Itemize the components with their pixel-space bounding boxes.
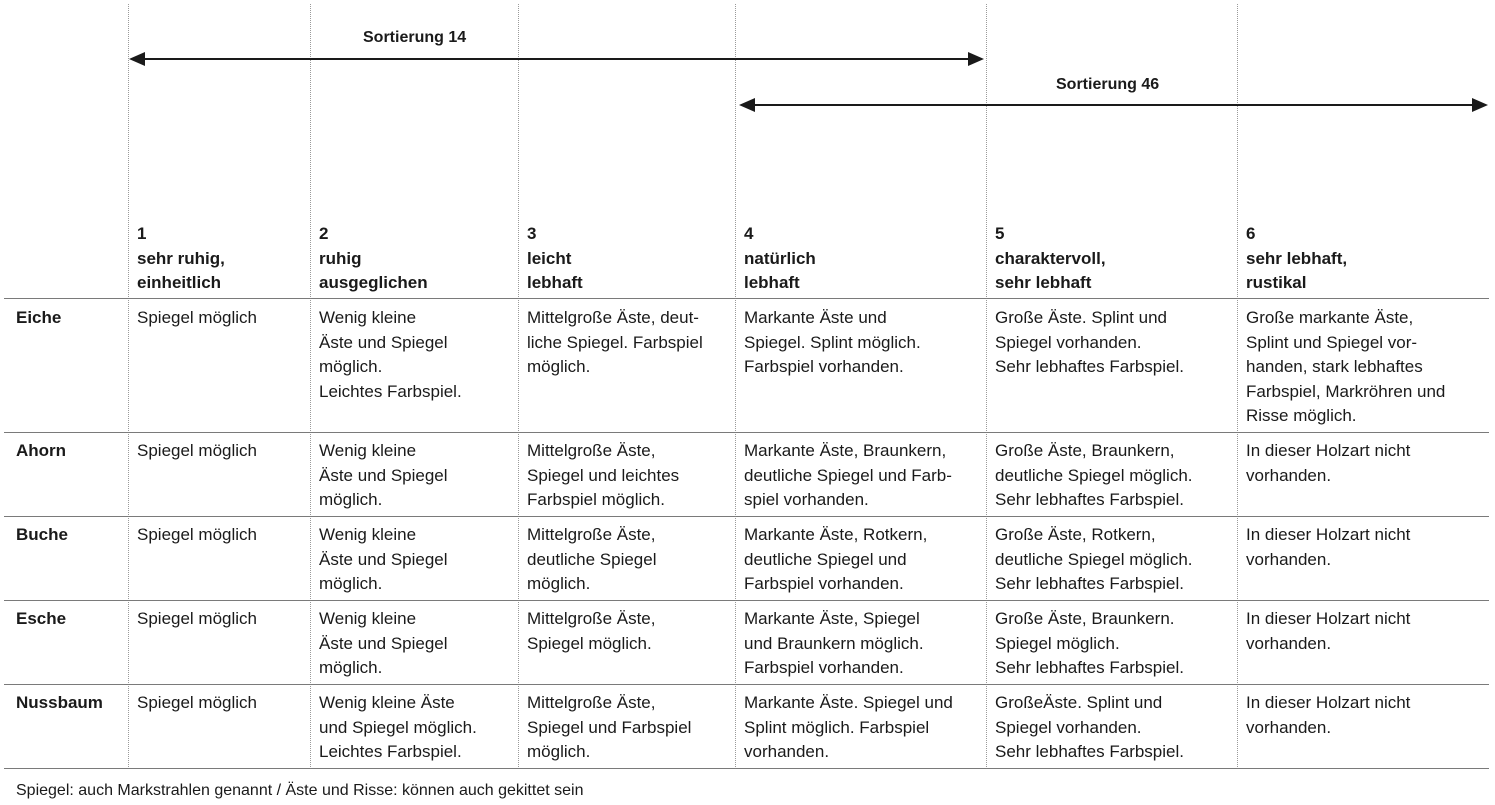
row-divider [4, 432, 1489, 433]
double-arrow-icon [129, 52, 984, 66]
grade-header-3: 3 leicht lebhaft [527, 224, 583, 292]
column-divider [986, 4, 987, 769]
row-divider [4, 516, 1489, 517]
wood-label-nussbaum: Nussbaum [16, 693, 103, 712]
table-cell: Spiegel möglich [137, 525, 258, 544]
table-cell: Spiegel möglich [137, 308, 258, 327]
table-cell: Große Äste, Rotkern, deutliche Spiegel möglich. Sehr lebhaftes Farbspiel. [995, 525, 1193, 593]
table-cell: In dieser Holzart nicht vorhanden. [1246, 441, 1411, 485]
table-cell: Markante Äste, Braunkern, deutliche Spiegel und Farb- spiel vorhanden. [744, 441, 952, 509]
table-cell: Wenig kleine Äste und Spiegel möglich. Leichtes Farbspiel. [319, 693, 477, 761]
wood-label-ahorn: Ahorn [16, 441, 67, 460]
grade-header-6: 6 sehr lebhaft, rustikal [1246, 224, 1348, 292]
grade-header-5: 5 charaktervoll, sehr lebhaft [995, 224, 1106, 292]
row-divider [4, 600, 1489, 601]
table-cell: In dieser Holzart nicht vorhanden. [1246, 609, 1411, 653]
table-cell: Große Äste. Splint und Spiegel vorhanden. Sehr lebhaftes Farbspiel. [995, 308, 1184, 376]
grade-header-4: 4 natürlich lebhaft [744, 224, 816, 292]
table-cell: Große markante Äste, Splint und Spiegel vor- handen, stark lebhaftes Farbspiel, Markröhren und Risse möglich. [1246, 308, 1446, 425]
table-cell: Spiegel möglich [137, 693, 258, 712]
column-divider [518, 4, 519, 769]
table-cell: Mittelgroße Äste, Spiegel möglich. [527, 609, 656, 653]
table-cell: Mittelgroße Äste, deut- liche Spiegel. Farbspiel möglich. [527, 308, 703, 376]
table-cell: GroßeÄste. Splint und Spiegel vorhanden. Sehr lebhaftes Farbspiel. [995, 693, 1184, 761]
table-cell: Große Äste, Braunkern, deutliche Spiegel möglich. Sehr lebhaftes Farbspiel. [995, 441, 1193, 509]
table-cell: Mittelgroße Äste, deutliche Spiegel möglich. [527, 525, 657, 593]
wood-label-buche: Buche [16, 525, 68, 544]
grade-header-2: 2 ruhig ausgeglichen [319, 224, 428, 292]
column-divider [128, 4, 129, 769]
table-cell: Spiegel möglich [137, 609, 258, 628]
table-cell: Wenig kleine Äste und Spiegel möglich. [319, 609, 448, 677]
range-label-sortierung-46: Sortierung 46 [1056, 76, 1160, 93]
table-cell: Spiegel möglich [137, 441, 258, 460]
table-cell: Mittelgroße Äste, Spiegel und Farbspiel möglich. [527, 693, 692, 761]
table-cell: In dieser Holzart nicht vorhanden. [1246, 693, 1411, 737]
table-cell: Mittelgroße Äste, Spiegel und leichtes Farbspiel möglich. [527, 441, 680, 509]
table-cell: Große Äste, Braunkern. Spiegel möglich. Sehr lebhaftes Farbspiel. [995, 609, 1184, 677]
table-cell: Markante Äste, Spiegel und Braunkern möglich. Farbspiel vorhanden. [744, 609, 924, 677]
wood-label-esche: Esche [16, 609, 67, 628]
range-label-sortierung-14: Sortierung 14 [363, 29, 467, 46]
table-cell: Markante Äste. Spiegel und Splint möglich. Farbspiel vorhanden. [744, 693, 953, 761]
table-cell: Markante Äste, Rotkern, deutliche Spiegel und Farbspiel vorhanden. [744, 525, 928, 593]
table-cell: Wenig kleine Äste und Spiegel möglich. [319, 525, 448, 593]
double-arrow-icon [739, 98, 1488, 112]
grade-header-1: 1 sehr ruhig, einheitlich [137, 224, 225, 292]
table-cell: In dieser Holzart nicht vorhanden. [1246, 525, 1411, 569]
row-divider [4, 684, 1489, 685]
footnote: Spiegel: auch Markstrahlen genannt / Äste und Risse: können auch gekittet sein [16, 782, 584, 799]
row-divider [4, 768, 1489, 769]
table-cell: Wenig kleine Äste und Spiegel möglich. Leichtes Farbspiel. [319, 308, 462, 401]
table-cell: Markante Äste und Spiegel. Splint möglich. Farbspiel vorhanden. [744, 308, 921, 376]
column-divider [310, 4, 311, 769]
table-cell: Wenig kleine Äste und Spiegel möglich. [319, 441, 448, 509]
column-divider [1237, 4, 1238, 769]
row-divider [4, 298, 1489, 299]
column-divider [735, 4, 736, 769]
wood-label-eiche: Eiche [16, 308, 62, 327]
